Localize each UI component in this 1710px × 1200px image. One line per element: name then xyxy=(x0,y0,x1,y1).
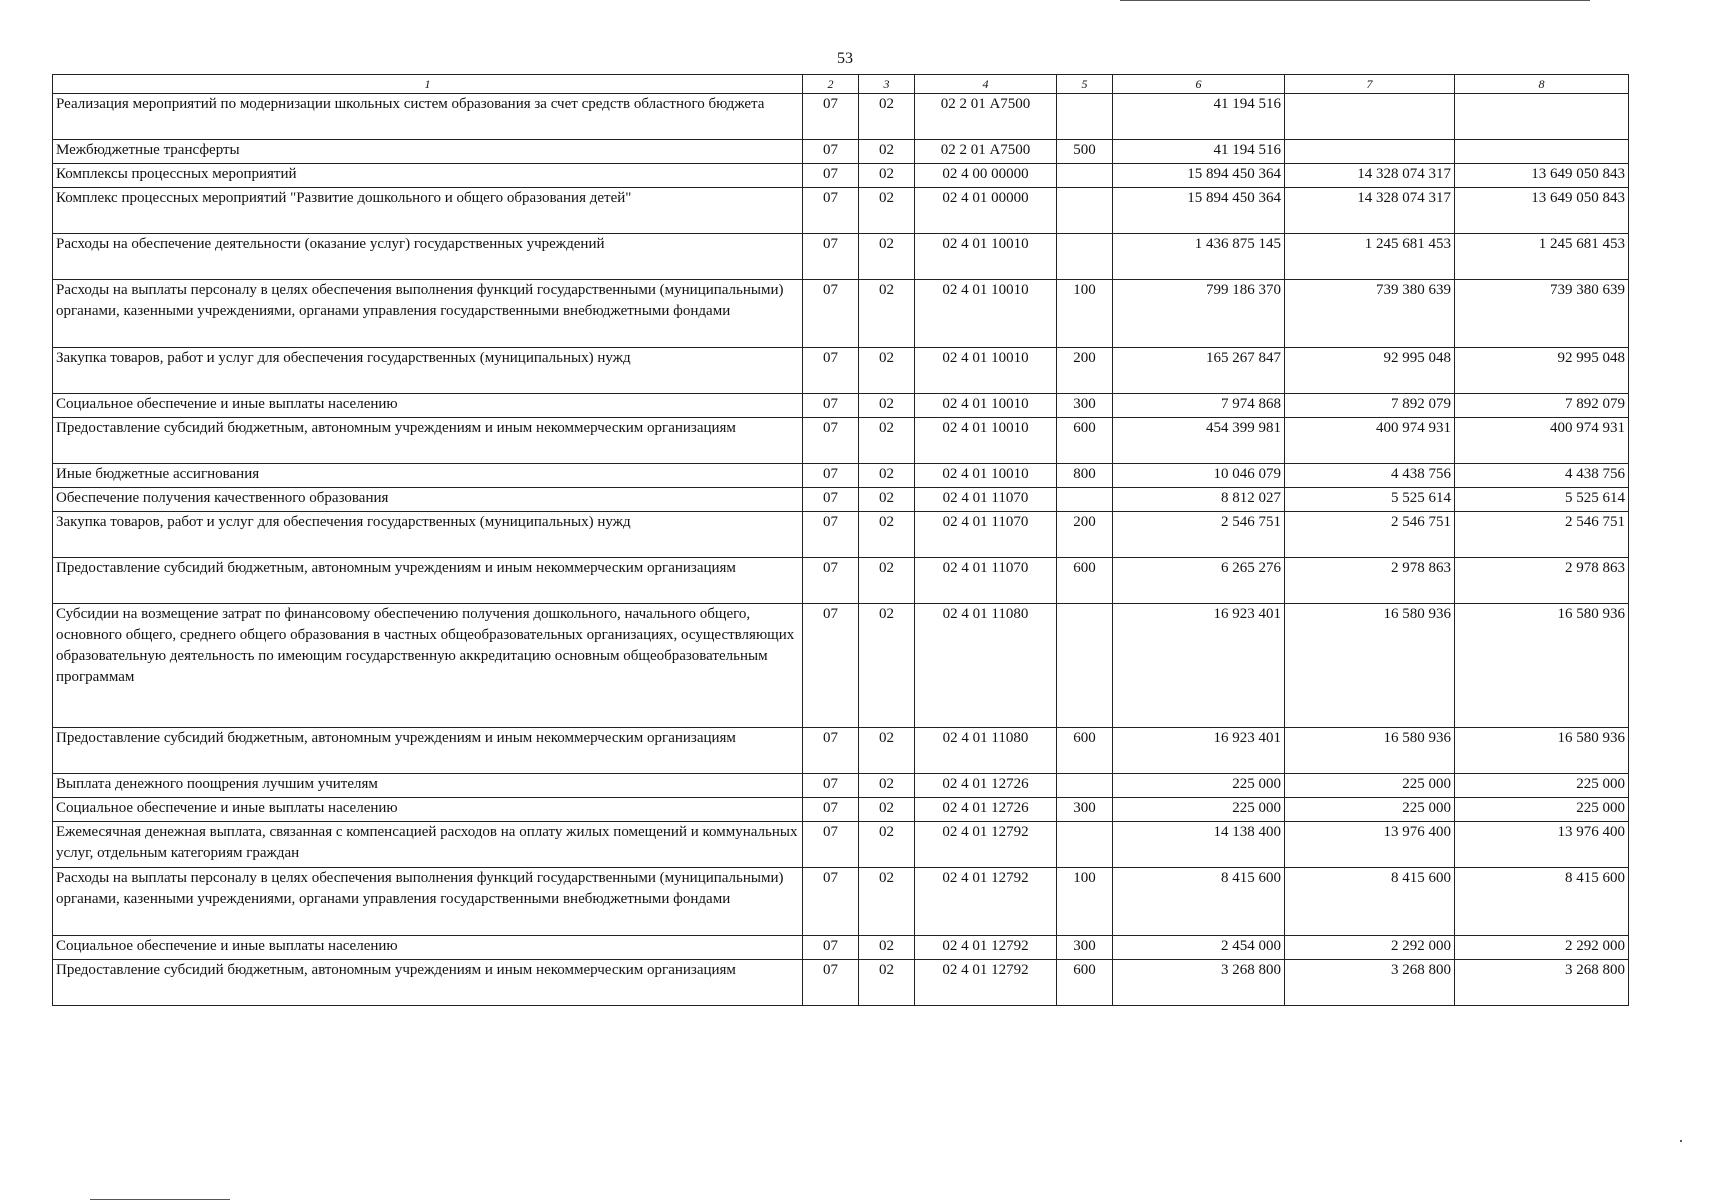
row-target-code: 02 4 01 10010 xyxy=(915,348,1057,394)
row-section: 07 xyxy=(803,234,859,280)
header-col-4: 4 xyxy=(915,75,1057,94)
row-expense-type: 800 xyxy=(1057,464,1113,488)
table-row xyxy=(53,188,1629,234)
row-subsection: 02 xyxy=(859,188,915,234)
row-target-code: 02 2 01 А7500 xyxy=(915,140,1057,164)
row-subsection: 02 xyxy=(859,558,915,604)
row-amount-1: 10 046 079 xyxy=(1113,464,1285,488)
table-row xyxy=(53,868,1629,936)
row-subsection: 02 xyxy=(859,464,915,488)
row-name: Комплекс процессных мероприятий "Развитие дошкольного и общего образования детей" xyxy=(53,188,803,234)
row-subsection: 02 xyxy=(859,604,915,728)
row-subsection: 02 xyxy=(859,728,915,774)
row-subsection: 02 xyxy=(859,94,915,140)
row-name: Предоставление субсидий бюджетным, автономным учреждениям и иным некоммерческим организациям xyxy=(53,558,803,604)
row-amount-3: 1 245 681 453 xyxy=(1455,234,1629,280)
row-amount-2: 225 000 xyxy=(1285,798,1455,822)
row-amount-2: 2 546 751 xyxy=(1285,512,1455,558)
row-target-code: 02 4 01 11080 xyxy=(915,728,1057,774)
row-amount-1: 15 894 450 364 xyxy=(1113,164,1285,188)
row-section: 07 xyxy=(803,512,859,558)
row-target-code: 02 4 01 12726 xyxy=(915,798,1057,822)
row-amount-2: 5 525 614 xyxy=(1285,488,1455,512)
row-target-code: 02 4 01 11070 xyxy=(915,558,1057,604)
row-expense-type xyxy=(1057,488,1113,512)
table-row xyxy=(53,558,1629,604)
row-section: 07 xyxy=(803,822,859,868)
row-expense-type: 300 xyxy=(1057,798,1113,822)
row-amount-1: 1 436 875 145 xyxy=(1113,234,1285,280)
row-subsection: 02 xyxy=(859,798,915,822)
row-section: 07 xyxy=(803,604,859,728)
row-subsection: 02 xyxy=(859,488,915,512)
row-amount-1: 8 812 027 xyxy=(1113,488,1285,512)
row-expense-type xyxy=(1057,604,1113,728)
row-amount-1: 3 268 800 xyxy=(1113,960,1285,1006)
row-expense-type xyxy=(1057,234,1113,280)
row-name: Закупка товаров, работ и услуг для обеспечения государственных (муниципальных) нужд xyxy=(53,348,803,394)
row-section: 07 xyxy=(803,464,859,488)
row-target-code: 02 4 00 00000 xyxy=(915,164,1057,188)
row-section: 07 xyxy=(803,140,859,164)
row-target-code: 02 4 01 12792 xyxy=(915,822,1057,868)
table-row xyxy=(53,394,1629,418)
row-target-code: 02 4 01 00000 xyxy=(915,188,1057,234)
row-amount-3: 739 380 639 xyxy=(1455,280,1629,348)
row-amount-2: 3 268 800 xyxy=(1285,960,1455,1006)
table-row xyxy=(53,728,1629,774)
row-amount-2: 225 000 xyxy=(1285,774,1455,798)
row-target-code: 02 4 01 10010 xyxy=(915,464,1057,488)
row-subsection: 02 xyxy=(859,418,915,464)
row-amount-3: 16 580 936 xyxy=(1455,728,1629,774)
row-amount-3: 13 976 400 xyxy=(1455,822,1629,868)
header-col-2: 2 xyxy=(803,75,859,94)
table-row xyxy=(53,140,1629,164)
row-target-code: 02 4 01 12792 xyxy=(915,868,1057,936)
row-amount-1: 16 923 401 xyxy=(1113,728,1285,774)
row-amount-2: 8 415 600 xyxy=(1285,868,1455,936)
row-expense-type xyxy=(1057,94,1113,140)
row-target-code: 02 4 01 11070 xyxy=(915,488,1057,512)
row-amount-3: 400 974 931 xyxy=(1455,418,1629,464)
row-name: Социальное обеспечение и иные выплаты населению xyxy=(53,798,803,822)
row-expense-type xyxy=(1057,164,1113,188)
row-expense-type: 500 xyxy=(1057,140,1113,164)
table-row xyxy=(53,164,1629,188)
table-row xyxy=(53,604,1629,728)
row-target-code: 02 4 01 12726 xyxy=(915,774,1057,798)
row-target-code: 02 4 01 10010 xyxy=(915,394,1057,418)
row-amount-1: 2 546 751 xyxy=(1113,512,1285,558)
row-amount-2: 2 292 000 xyxy=(1285,936,1455,960)
row-amount-3: 3 268 800 xyxy=(1455,960,1629,1006)
row-expense-type: 600 xyxy=(1057,960,1113,1006)
row-amount-3: 92 995 048 xyxy=(1455,348,1629,394)
row-target-code: 02 2 01 А7500 xyxy=(915,94,1057,140)
row-expense-type: 100 xyxy=(1057,280,1113,348)
row-expense-type: 200 xyxy=(1057,512,1113,558)
row-section: 07 xyxy=(803,798,859,822)
row-amount-2: 2 978 863 xyxy=(1285,558,1455,604)
row-subsection: 02 xyxy=(859,960,915,1006)
row-target-code: 02 4 01 10010 xyxy=(915,280,1057,348)
row-name: Обеспечение получения качественного образования xyxy=(53,488,803,512)
row-amount-1: 41 194 516 xyxy=(1113,94,1285,140)
scan-line xyxy=(1120,0,1590,1)
row-amount-3: 2 978 863 xyxy=(1455,558,1629,604)
row-amount-1: 15 894 450 364 xyxy=(1113,188,1285,234)
row-amount-2: 14 328 074 317 xyxy=(1285,164,1455,188)
row-target-code: 02 4 01 11070 xyxy=(915,512,1057,558)
row-amount-2: 400 974 931 xyxy=(1285,418,1455,464)
table-row xyxy=(53,960,1629,1006)
row-target-code: 02 4 01 11080 xyxy=(915,604,1057,728)
row-amount-1: 6 265 276 xyxy=(1113,558,1285,604)
table-row xyxy=(53,822,1629,868)
page-number: 53 xyxy=(837,50,853,67)
row-amount-3: 13 649 050 843 xyxy=(1455,164,1629,188)
row-amount-1: 2 454 000 xyxy=(1113,936,1285,960)
row-amount-2: 16 580 936 xyxy=(1285,728,1455,774)
row-section: 07 xyxy=(803,728,859,774)
row-section: 07 xyxy=(803,960,859,1006)
table-row xyxy=(53,488,1629,512)
row-amount-3: 13 649 050 843 xyxy=(1455,188,1629,234)
row-amount-1: 8 415 600 xyxy=(1113,868,1285,936)
row-expense-type: 600 xyxy=(1057,728,1113,774)
row-subsection: 02 xyxy=(859,868,915,936)
row-amount-1: 41 194 516 xyxy=(1113,140,1285,164)
row-subsection: 02 xyxy=(859,164,915,188)
row-name: Расходы на обеспечение деятельности (оказание услуг) государственных учреждений xyxy=(53,234,803,280)
row-section: 07 xyxy=(803,488,859,512)
row-target-code: 02 4 01 12792 xyxy=(915,960,1057,1006)
row-name: Социальное обеспечение и иные выплаты населению xyxy=(53,394,803,418)
row-amount-2: 14 328 074 317 xyxy=(1285,188,1455,234)
row-target-code: 02 4 01 10010 xyxy=(915,234,1057,280)
row-section: 07 xyxy=(803,394,859,418)
row-subsection: 02 xyxy=(859,394,915,418)
row-expense-type: 300 xyxy=(1057,394,1113,418)
row-subsection: 02 xyxy=(859,280,915,348)
row-amount-1: 16 923 401 xyxy=(1113,604,1285,728)
row-amount-2 xyxy=(1285,140,1455,164)
row-name: Комплексы процессных мероприятий xyxy=(53,164,803,188)
row-name: Расходы на выплаты персоналу в целях обеспечения выполнения функций государственными (муниципальными) органами, казенными учреждениями, органами управления государственными внебюджетными фондами xyxy=(53,280,803,348)
table-row xyxy=(53,94,1629,140)
row-amount-1: 454 399 981 xyxy=(1113,418,1285,464)
table-row xyxy=(53,234,1629,280)
row-amount-1: 165 267 847 xyxy=(1113,348,1285,394)
row-amount-3: 225 000 xyxy=(1455,774,1629,798)
row-name: Социальное обеспечение и иные выплаты населению xyxy=(53,936,803,960)
header-col-6: 6 xyxy=(1113,75,1285,94)
table-body xyxy=(53,94,1629,1006)
row-amount-2: 92 995 048 xyxy=(1285,348,1455,394)
row-expense-type: 100 xyxy=(1057,868,1113,936)
row-amount-2: 739 380 639 xyxy=(1285,280,1455,348)
row-section: 07 xyxy=(803,94,859,140)
row-name: Предоставление субсидий бюджетным, автономным учреждениям и иным некоммерческим организациям xyxy=(53,418,803,464)
row-amount-3 xyxy=(1455,140,1629,164)
table-row xyxy=(53,418,1629,464)
row-section: 07 xyxy=(803,936,859,960)
row-expense-type xyxy=(1057,822,1113,868)
row-amount-1: 7 974 868 xyxy=(1113,394,1285,418)
table-row xyxy=(53,774,1629,798)
row-amount-1: 225 000 xyxy=(1113,774,1285,798)
row-amount-1: 14 138 400 xyxy=(1113,822,1285,868)
row-name: Субсидии на возмещение затрат по финансовому обеспечению получения дошкольного, начального общего, основного общего, среднего общего образования в частных общеобразовательных организациях, осуществляющих образовательную деятельность по имеющим государственную аккредитацию основным общеобразовательным программам xyxy=(53,604,803,728)
table-row xyxy=(53,464,1629,488)
row-subsection: 02 xyxy=(859,348,915,394)
row-target-code: 02 4 01 12792 xyxy=(915,936,1057,960)
row-expense-type: 200 xyxy=(1057,348,1113,394)
row-expense-type: 600 xyxy=(1057,418,1113,464)
row-name: Расходы на выплаты персоналу в целях обеспечения выполнения функций государственными (муниципальными) органами, казенными учреждениями, органами управления государственными внебюджетными фондами xyxy=(53,868,803,936)
row-subsection: 02 xyxy=(859,822,915,868)
row-subsection: 02 xyxy=(859,936,915,960)
budget-table xyxy=(52,74,1629,1006)
row-amount-3: 2 292 000 xyxy=(1455,936,1629,960)
row-amount-3: 2 546 751 xyxy=(1455,512,1629,558)
table-row xyxy=(53,936,1629,960)
table-row xyxy=(53,348,1629,394)
row-section: 07 xyxy=(803,348,859,394)
table-row xyxy=(53,512,1629,558)
row-section: 07 xyxy=(803,280,859,348)
row-expense-type xyxy=(1057,774,1113,798)
table-row xyxy=(53,798,1629,822)
row-amount-2: 16 580 936 xyxy=(1285,604,1455,728)
header-col-1: 1 xyxy=(53,75,803,94)
row-name: Закупка товаров, работ и услуг для обеспечения государственных (муниципальных) нужд xyxy=(53,512,803,558)
row-amount-2: 13 976 400 xyxy=(1285,822,1455,868)
row-amount-3: 7 892 079 xyxy=(1455,394,1629,418)
row-amount-2: 7 892 079 xyxy=(1285,394,1455,418)
row-amount-2 xyxy=(1285,94,1455,140)
table-row xyxy=(53,280,1629,348)
row-amount-3: 4 438 756 xyxy=(1455,464,1629,488)
row-name: Реализация мероприятий по модернизации школьных систем образования за счет средств областного бюджета xyxy=(53,94,803,140)
row-name: Выплата денежного поощрения лучшим учителям xyxy=(53,774,803,798)
scan-dot xyxy=(1680,1140,1682,1142)
row-amount-3: 16 580 936 xyxy=(1455,604,1629,728)
header-row xyxy=(53,75,1629,94)
row-subsection: 02 xyxy=(859,512,915,558)
row-target-code: 02 4 01 10010 xyxy=(915,418,1057,464)
row-subsection: 02 xyxy=(859,774,915,798)
row-amount-1: 225 000 xyxy=(1113,798,1285,822)
row-expense-type: 300 xyxy=(1057,936,1113,960)
row-amount-3 xyxy=(1455,94,1629,140)
row-amount-3: 5 525 614 xyxy=(1455,488,1629,512)
row-name: Межбюджетные трансферты xyxy=(53,140,803,164)
row-expense-type xyxy=(1057,188,1113,234)
header-col-3: 3 xyxy=(859,75,915,94)
row-section: 07 xyxy=(803,868,859,936)
row-amount-3: 8 415 600 xyxy=(1455,868,1629,936)
row-subsection: 02 xyxy=(859,140,915,164)
row-expense-type: 600 xyxy=(1057,558,1113,604)
row-section: 07 xyxy=(803,164,859,188)
row-name: Предоставление субсидий бюджетным, автономным учреждениям и иным некоммерческим организациям xyxy=(53,960,803,1006)
row-name: Ежемесячная денежная выплата, связанная с компенсацией расходов на оплату жилых помещений и коммунальных услуг, отдельным категориям граждан xyxy=(53,822,803,868)
header-col-5: 5 xyxy=(1057,75,1113,94)
header-col-8: 8 xyxy=(1455,75,1629,94)
row-section: 07 xyxy=(803,188,859,234)
row-amount-2: 4 438 756 xyxy=(1285,464,1455,488)
row-name: Предоставление субсидий бюджетным, автономным учреждениям и иным некоммерческим организациям xyxy=(53,728,803,774)
row-amount-2: 1 245 681 453 xyxy=(1285,234,1455,280)
row-amount-1: 799 186 370 xyxy=(1113,280,1285,348)
header-col-7: 7 xyxy=(1285,75,1455,94)
row-amount-3: 225 000 xyxy=(1455,798,1629,822)
row-name: Иные бюджетные ассигнования xyxy=(53,464,803,488)
row-section: 07 xyxy=(803,418,859,464)
row-section: 07 xyxy=(803,774,859,798)
row-section: 07 xyxy=(803,558,859,604)
row-subsection: 02 xyxy=(859,234,915,280)
